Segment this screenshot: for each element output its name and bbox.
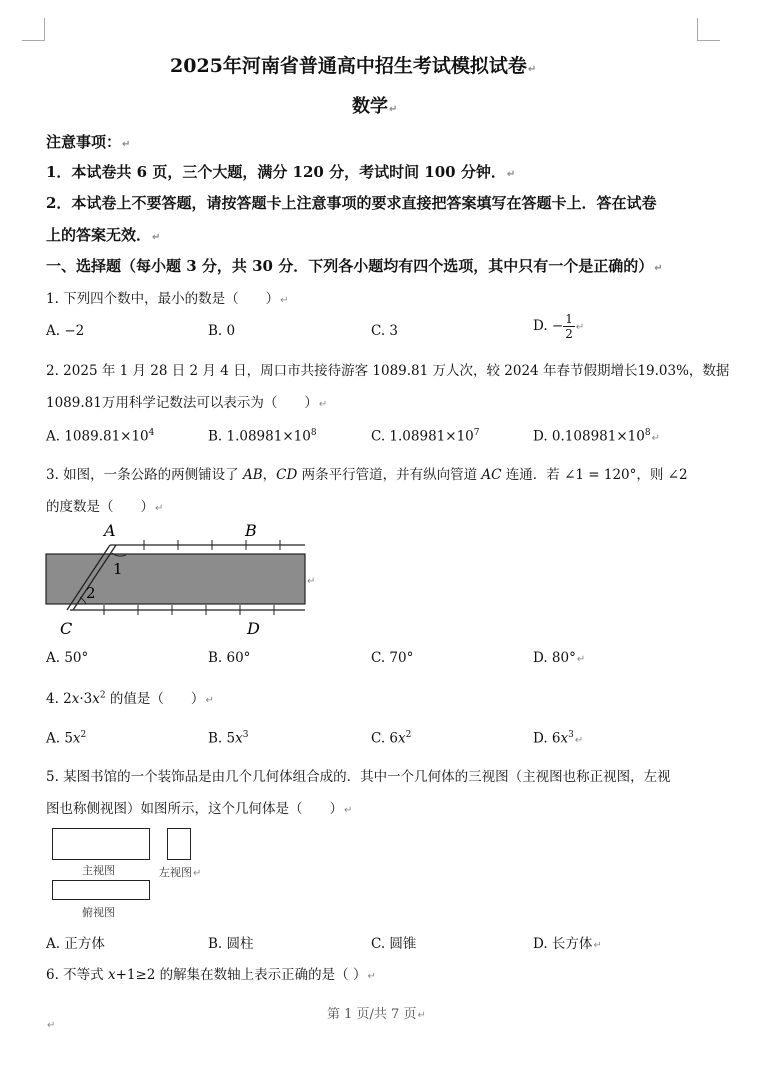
subject-title: [352, 92, 397, 118]
paragraph-mark: ↵: [651, 432, 660, 444]
question-5-option-a[interactable]: A. 正方体: [46, 936, 105, 952]
q6-text: 6. 不等式: [46, 967, 108, 983]
question-1-option-a[interactable]: A. −2: [46, 323, 85, 339]
exponent: 8: [310, 428, 317, 438]
option-text: A. 5: [46, 730, 73, 747]
title-text: 2025年河南省普通高中招生考试模拟试卷: [170, 55, 527, 77]
paragraph-mark: ↵: [152, 232, 161, 243]
point-a-label: A: [104, 521, 116, 540]
paragraph-mark: ↵: [280, 295, 289, 306]
paragraph-mark: ↵: [193, 868, 202, 879]
question-2-option-b[interactable]: [208, 428, 317, 445]
variable: x: [560, 730, 569, 747]
option-text: B. 1.08981×10: [208, 428, 311, 445]
option-d-prefix: D. −: [533, 318, 564, 334]
left-view-rectangle: [167, 828, 191, 860]
fraction: [563, 312, 575, 341]
question-4-option-d[interactable]: [533, 730, 583, 747]
question-2-line-2: [46, 391, 327, 411]
paragraph-mark: ↵: [506, 169, 516, 180]
front-view-rectangle: [52, 828, 150, 860]
paragraph-mark: ↵: [205, 695, 214, 706]
point-b-label: B: [245, 521, 257, 540]
q4-text: 4. 2: [46, 691, 72, 707]
q6-text: +1≥2 的解集在数轴上表示正确的是（ ）: [115, 967, 367, 983]
exponent: 3: [568, 730, 574, 740]
question-4-stem: [46, 687, 214, 707]
question-2-option-d[interactable]: [533, 428, 660, 445]
question-3-option-c[interactable]: C. 70°: [371, 650, 414, 666]
question-4-option-c[interactable]: [371, 730, 411, 747]
crop-mark-top-left: [22, 18, 45, 41]
page-number-text: 第 1 页/共 7 页: [327, 1007, 417, 1022]
paragraph-mark: ↵: [389, 104, 398, 115]
variable: x: [235, 730, 243, 747]
option-text: D. 6: [533, 730, 561, 747]
paragraph-mark: ↵: [122, 139, 131, 150]
paragraph-mark: ↵: [318, 399, 328, 410]
exponent: 7: [473, 428, 480, 438]
exponent: 3: [242, 730, 249, 740]
question-1-stem: [46, 287, 289, 307]
subject-text: 数学: [352, 96, 388, 117]
angle-1-label: 1: [113, 560, 123, 578]
pipe-ab-label: AB: [242, 467, 263, 483]
top-view-caption: 俯视图: [82, 906, 115, 919]
notice-item-1-text: 1．本试卷共 6 页，三个大题，满分 120 分，考试时间 100 分钟．: [46, 163, 506, 181]
question-5-option-c[interactable]: C. 圆锥: [371, 936, 417, 952]
q4-text: 的值是（ ）: [105, 691, 205, 707]
question-3-option-d[interactable]: [533, 650, 585, 666]
fraction-numerator: 1: [565, 312, 573, 326]
q3-text: 连通．若 ∠1 = 120°，则 ∠2: [501, 467, 688, 483]
crop-mark-top-right: [697, 18, 720, 41]
paragraph-mark: ↵: [155, 503, 164, 514]
exponent: 2: [99, 690, 106, 701]
variable: x: [71, 691, 80, 707]
paragraph-mark: ↵: [574, 734, 584, 746]
paragraph-mark: ↵: [527, 64, 537, 75]
paragraph-mark: ↵: [593, 940, 602, 951]
option-text: B. 5: [208, 730, 236, 747]
question-3-option-a[interactable]: A. 50°: [46, 650, 89, 666]
pipe-ac-label: AC: [481, 467, 502, 483]
q3-text: 3. 如图，一条公路的两侧铺设了: [46, 467, 243, 483]
question-2-option-c[interactable]: [371, 428, 479, 445]
variable: x: [72, 730, 81, 747]
variable: x: [398, 730, 406, 747]
paragraph-mark: ↵: [47, 1020, 56, 1031]
angle-2-label: 2: [86, 584, 96, 602]
paragraph-mark: ↵: [307, 576, 316, 587]
question-4-option-b[interactable]: [208, 730, 248, 747]
section-1-heading: [46, 255, 663, 276]
notice-item-1: [46, 161, 515, 182]
page-title: [170, 51, 536, 78]
option-text: D. 长方体: [533, 936, 593, 952]
exponent: 2: [80, 730, 87, 740]
question-5-option-b[interactable]: B. 圆柱: [208, 936, 254, 952]
question-3-line-2: [46, 495, 163, 515]
fraction-denominator: 2: [565, 327, 573, 341]
paragraph-mark: ↵: [575, 322, 585, 333]
option-text: A. 1089.81×10: [46, 428, 149, 445]
question-1-option-d[interactable]: [533, 312, 584, 341]
question-1-option-c[interactable]: C. 3: [371, 323, 399, 339]
question-5-line-2: [46, 797, 352, 817]
road-strip: [46, 554, 305, 604]
question-4-option-a[interactable]: [46, 730, 86, 747]
section-1-heading-text: 一、选择题（每小题 3 分，共 30 分．下列各小题均有四个选项，其中只有一个是正确的）: [46, 257, 654, 275]
notice-item-2-line-1: 2．本试卷上不要答题，请按答题卡上注意事项的要求直接把答案填写在答题卡上．答在试卷: [46, 194, 657, 212]
question-3-option-b[interactable]: B. 60°: [208, 650, 251, 666]
question-5-option-d[interactable]: [533, 932, 602, 952]
question-3-line-1: [46, 463, 688, 483]
option-text: D. 0.108981×10: [533, 428, 645, 445]
front-view-caption: 主视图: [82, 864, 115, 877]
q4-text: ·3: [79, 691, 93, 707]
left-view-caption-text: 左视图: [159, 866, 192, 879]
paragraph-mark: ↵: [654, 263, 663, 274]
page-number-footer: [327, 1003, 426, 1022]
variable: x: [92, 691, 100, 707]
question-5-line-2-text: 图也称侧视图）如图所示，这个几何体是（ ）: [46, 801, 343, 817]
top-view-rectangle: [52, 880, 150, 900]
variable: x: [107, 967, 116, 983]
exponent: 4: [148, 428, 155, 438]
question-2-line-1: 2. 2025 年 1 月 28 日 2 月 4 日，周口市共接待游客 1089.81 万人次，较 2024 年春节假期增长19.03%，数据: [46, 363, 730, 379]
question-6-stem: [46, 963, 376, 983]
notice-item-2-line-2: [46, 224, 160, 245]
question-5-line-1: 5. 某图书馆的一个装饰品是由几个几何体组合成的．其中一个几何体的三视图（主视图也称正视图，左视: [46, 769, 671, 785]
road-pipe-figure: [40, 518, 330, 642]
option-text: C. 1.08981×10: [371, 428, 474, 445]
option-text: C. 6: [371, 730, 399, 747]
left-view-caption: [159, 864, 201, 880]
question-1-option-b[interactable]: B. 0: [208, 323, 236, 339]
paragraph-mark: ↵: [417, 1010, 426, 1021]
paragraph-mark: ↵: [576, 654, 586, 665]
question-1-stem-text: 1. 下列四个数中，最小的数是（ ）: [46, 291, 280, 307]
pipe-cd-label: CD: [276, 467, 298, 483]
q3-text: 两条平行管道，并有纵向管道: [297, 467, 482, 483]
notice-item-2-line-2-text: 上的答案无效．: [46, 226, 152, 244]
question-3-line-2-text: 的度数是（ ）: [46, 499, 154, 515]
paragraph-mark: ↵: [367, 971, 376, 982]
paragraph-mark: ↵: [344, 805, 353, 816]
notice-heading-text: 注意事项：: [46, 133, 122, 151]
exponent: 2: [405, 730, 412, 740]
point-c-label: C: [60, 619, 73, 638]
notice-heading: [46, 131, 130, 152]
question-2-option-a[interactable]: [46, 428, 154, 445]
question-2-line-2-text: 1089.81万用科学记数法可以表示为（ ）: [46, 395, 318, 411]
q3-text: ，: [262, 467, 277, 483]
exponent: 8: [644, 428, 651, 438]
option-text: D. 80°: [533, 650, 576, 666]
point-d-label: D: [247, 619, 260, 638]
